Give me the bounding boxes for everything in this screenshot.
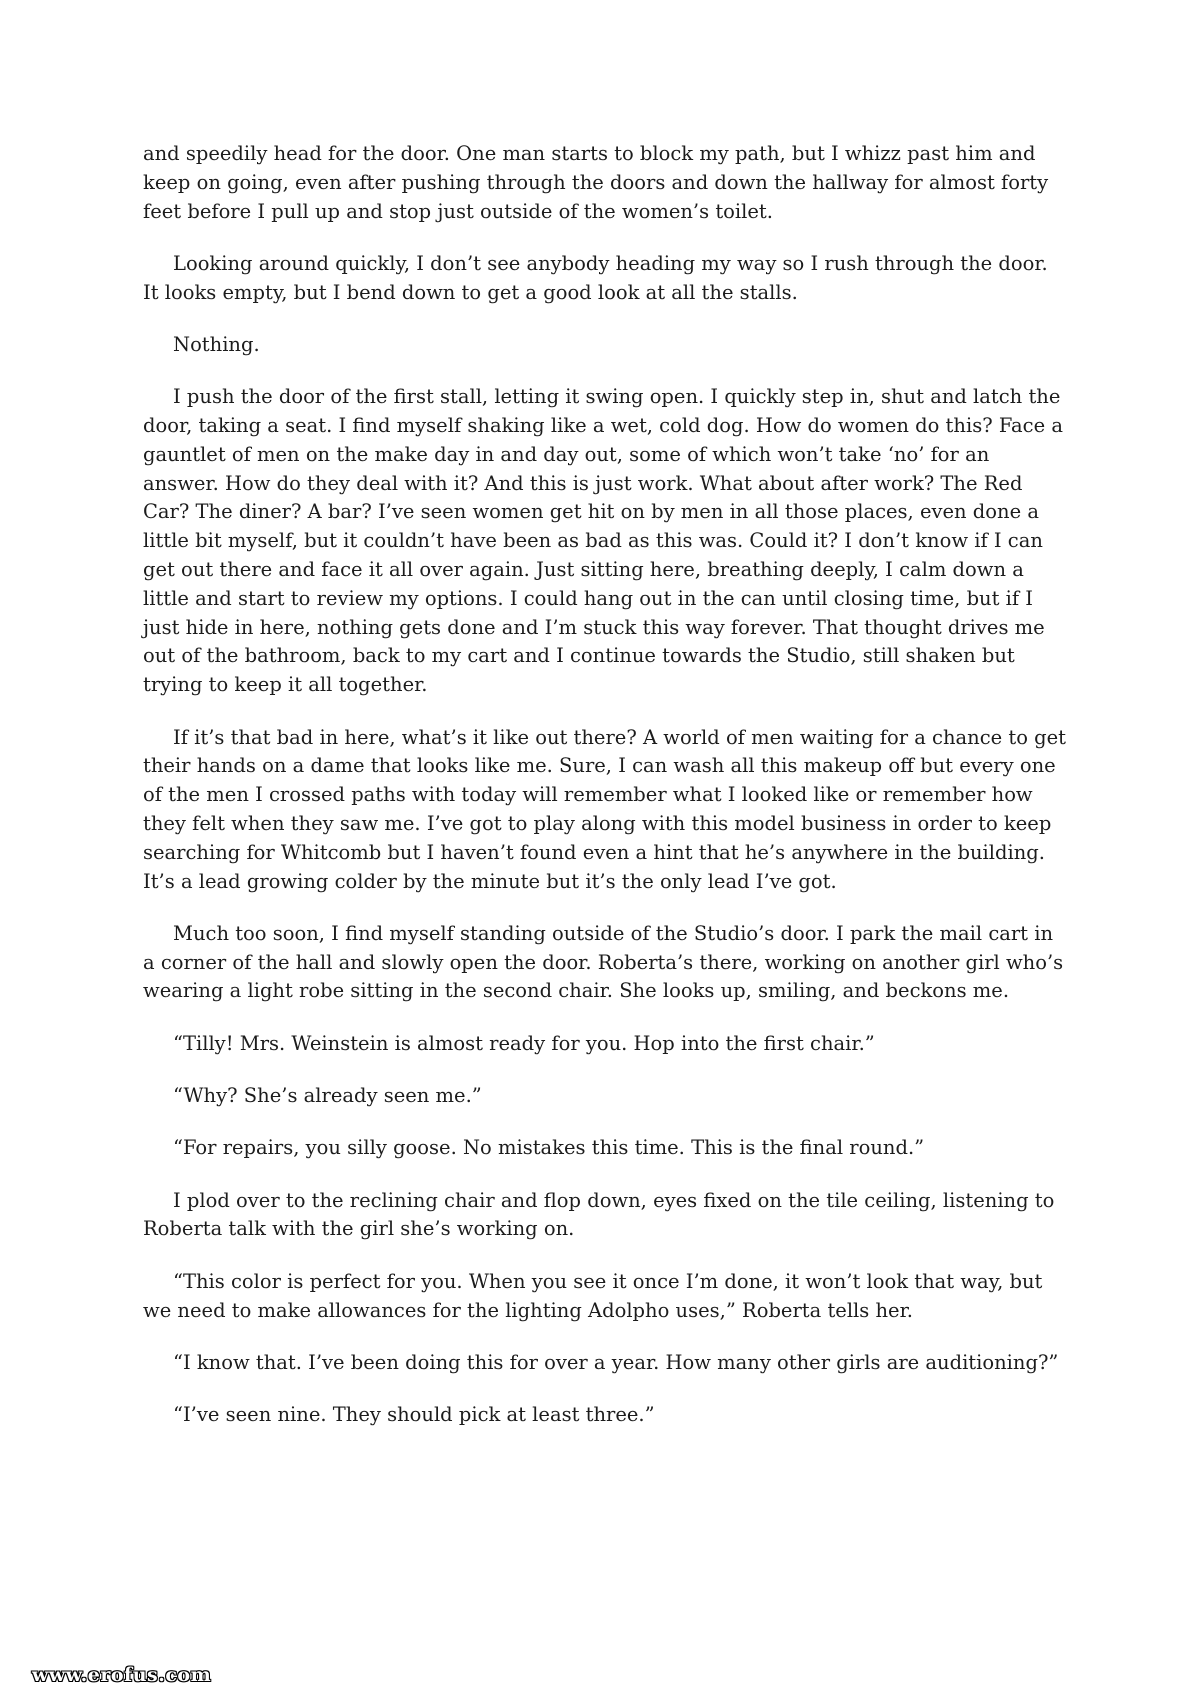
paragraph: If it’s that bad in here, what’s it like out there? A world of men waiting for a chance to get their hands on a dame that looks like me. Sure, I can wash all this makeup off but every one of the men I crossed paths with today will remember what I looked like or remember how they felt when they saw me. I’ve got to play along with this model business in order to keep searching for Whitcomb but I haven’t found even a hint that he’s anywhere in the building. It’s a lead growing colder by the minute but it’s the only lead I’ve got.	[143, 725, 1067, 893]
paragraph: Looking around quickly, I don’t see anybody heading my way so I rush through the door. It looks empty, but I bend down to get a good look at all the stalls.	[143, 251, 1048, 304]
dialogue-paragraph: “This color is perfect for you. When you see it once I’m done, it won’t look that way, but we need to make allowances for the lighting Adolpho uses,” Roberta tells her.	[143, 1269, 1043, 1322]
dialogue-paragraph: “For repairs, you silly goose. No mistakes this time. This is the final round.”	[173, 1136, 925, 1160]
body-text	[143, 140, 1069, 1453]
paragraph: I push the door of the first stall, letting it swing open. I quickly step in, shut and latch the door, taking a seat. I find myself shaking like a wet, cold dog. How do women do this? Face a gauntlet of men on the make day in and day out, some of which won’t take ‘no’ for an answer. How do they deal with it? And this is just work. What about after work? The Red Car? The diner? A bar? I’ve seen women get hit on by men in all those places, even done a little bit myself, but it couldn’t have been as bad as this was. Could it? I don’t know if I can get out there and face it all over again. Just sitting here, breathing deeply, I calm down a little and start to review my options. I could hang out in the can until closing time, but if I just hide in here, nothing gets done and I’m stuck this way forever. That thought drives me out of the bathroom, back to my cart and I continue towards the Studio, still shaken but trying to keep it all together.	[143, 385, 1063, 697]
dialogue-paragraph: “Why? She’s already seen me.”	[173, 1084, 482, 1108]
dialogue-paragraph: “I’ve seen nine. They should pick at least three.”	[173, 1403, 655, 1427]
paragraph: Nothing.	[173, 332, 260, 356]
paragraph: I plod over to the reclining chair and flop down, eyes fixed on the tile ceiling, listening to Roberta talk with the girl she’s working on.	[143, 1188, 1055, 1241]
paragraph-continuation: and speedily head for the door. One man starts to block my path, but I whizz past him and keep on going, even after pushing through the doors and down the hallway for almost forty feet before I pull up and stop just outside of the women’s toilet.	[143, 142, 1049, 223]
dialogue-paragraph: “Tilly! Mrs. Weinstein is almost ready for you. Hop into the first chair.”	[173, 1031, 875, 1055]
dialogue-paragraph: “I know that. I’ve been doing this for over a year. How many other girls are auditioning?”	[173, 1350, 1059, 1374]
site-watermark: www.erofus.com	[32, 1664, 212, 1686]
paragraph: Much too soon, I find myself standing outside of the Studio’s door. I park the mail cart in a corner of the hall and slowly open the door. Roberta’s there, working on another girl who’s wearing a light robe sitting in the second chair. She looks up, smiling, and beckons me.	[143, 921, 1064, 1003]
